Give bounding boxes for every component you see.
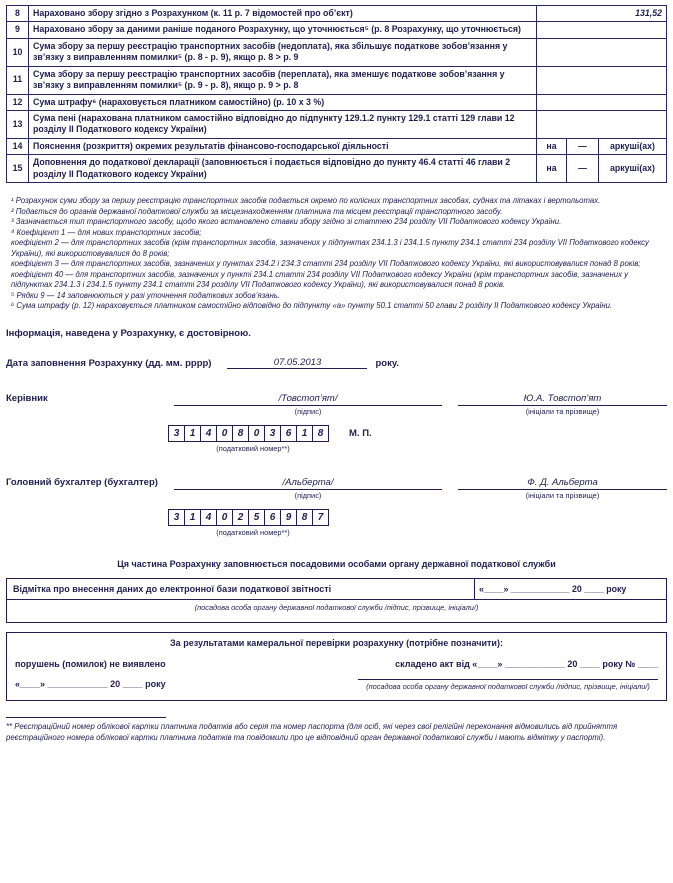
row-na-label: на	[537, 138, 567, 154]
tax-digit: 0	[216, 425, 233, 442]
table-row	[7, 138, 667, 154]
row-value	[537, 94, 667, 110]
data-entry-date-blank: «____» ____________ 20 ____ року	[479, 583, 627, 594]
audit-official-caption: (посадова особа органу державної податкової служби /підпис, прізвище, ініціали/)	[358, 679, 658, 692]
audit-date-blank: «____» ____________ 20 ____ року	[15, 678, 166, 689]
desk-audit-box	[6, 632, 667, 701]
footnote-4: ⁴ Коефіцієнт 1 — для нових транспортних засобів;	[11, 227, 202, 237]
accountant-signature-value: /Альберта/	[174, 477, 442, 490]
tax-digit: 8	[312, 425, 329, 442]
footnote-3: ³ Зазначається тип транспортного засобу, щодо якого встановлено ставки збору згідно зі статтею 234 розділу VII Податкового кодексу України.	[11, 217, 562, 227]
tax-digit: 4	[200, 425, 217, 442]
footnote-5: ⁵ Рядки 9 — 14 заповнюються у разі уточнення податкових зобов’язань.	[11, 290, 281, 300]
signature-caption: (підпис)	[294, 406, 322, 416]
tax-digit: 1	[184, 509, 201, 526]
accountant-tax-caption: (податковий номер**)	[216, 527, 290, 537]
director-tax-number	[168, 425, 667, 442]
accountant-name-value: Ф. Д. Альберта	[458, 477, 667, 490]
accountant-signature-block	[6, 471, 667, 500]
director-tax-digits	[168, 425, 329, 442]
fill-date-label: Дата заповнення Розрахунку (дд. мм. рррр)	[6, 357, 212, 369]
footnote-1: ¹ Розрахунок суми збору за першу реєстрацію транспортних засобів подається окремо по колісних транспортних засобах, суднах та літаках і вертольотах.	[11, 196, 601, 206]
tax-digit: 8	[296, 509, 313, 526]
tax-digit: 3	[264, 425, 281, 442]
footnote-4-coef3: коефіцієнт 3 — для транспортних засобів, зазначених у пунктах 234.2 і 234.3 статті 234 розділу VII Податкового кодексу України, які використовувалися понад 8 років;	[11, 259, 641, 269]
table-row	[7, 155, 667, 183]
row-value	[537, 38, 667, 66]
no-violations-label: порушень (помилок) не виявлено	[15, 658, 166, 669]
row-description: Доповнення до податкової декларації (заповнюється і подається відповідно до пункту 46.4 статті 46 глави 2 розділу II Податкового кодексу України)	[29, 155, 537, 183]
footnote-2: ² Подається до органів державної податкової служби за місцезнаходженням платника та місцем реєстрації транспортного засобу.	[11, 206, 503, 216]
accountant-tax-number	[168, 509, 667, 526]
tax-digit: 0	[216, 509, 233, 526]
tax-digit: 7	[312, 509, 329, 526]
desk-audit-title: За результатами камеральної перевірки розрахунку (потрібне позначити):	[170, 637, 503, 648]
official-section-header: Ця частина Розрахунку заповнюється посадовими особами органу державної податкової служби	[117, 558, 556, 569]
data-entry-box	[6, 578, 667, 623]
accountant-signature-cell	[174, 471, 442, 500]
data-entry-top-row	[7, 579, 666, 600]
passport-footnote: ** Реєстраційний номер облікової картки платника податків або серія та номер паспорта (для осіб, які через свої релігійні переконання відмовились від прийняття реєстраційного номера облікової картки платника податків та повідомили про це відповідний орган державної податкової служби і мають відмітку у паспорті).	[6, 721, 618, 742]
tax-digit: 5	[248, 509, 265, 526]
director-signature-cell	[174, 387, 442, 416]
row-number: 10	[7, 38, 29, 66]
table-row	[7, 94, 667, 110]
director-role-label: Керівник	[6, 392, 48, 404]
tax-digit: 4	[200, 509, 217, 526]
act-drawn-blank: складено акт від «____» ____________ 20 ____ року № ____	[395, 658, 658, 669]
seal-place-label: М. П.	[349, 427, 372, 439]
fill-date-suffix: року.	[375, 357, 399, 369]
row-description: Сума збору за першу реєстрацію транспортних засобів (недоплата), яка збільшує податкове зобов’язання у зв’язку з виправленням помилки⁵ (р. 8 - р. 9), якщо р. 8 > р. 9	[29, 38, 537, 66]
tax-digit: 9	[280, 509, 297, 526]
row-description: Сума штрафу⁶ (нараховується платником самостійно) (р. 10 х 3 %)	[29, 94, 537, 110]
row-number: 13	[7, 110, 29, 138]
table-row	[7, 6, 667, 22]
tax-digit: 0	[248, 425, 265, 442]
row-sheets-label: аркуші(ах)	[599, 155, 667, 183]
tax-digit: 8	[232, 425, 249, 442]
director-tax-caption: (податковий номер**)	[216, 443, 290, 453]
fill-date-value: 07.05.2013	[227, 357, 367, 369]
director-signature-block	[6, 387, 667, 416]
table-row	[7, 66, 667, 94]
row-description: Пояснення (розкриття) окремих результатів фінансово-господарської діяльності	[29, 138, 537, 154]
name-caption: (ініціали та прізвище)	[525, 490, 600, 500]
tax-digit: 3	[168, 425, 185, 442]
row-sheets-count: —	[567, 155, 599, 183]
row-number: 14	[7, 138, 29, 154]
data-entry-label: Відмітка про внесення даних до електронної бази податкової звітності	[7, 579, 475, 599]
row-number: 9	[7, 22, 29, 38]
table-row	[7, 38, 667, 66]
truth-statement: Інформація, наведена у Розрахунку, є достовірною.	[6, 327, 251, 339]
signature-caption: (підпис)	[294, 490, 322, 500]
data-entry-caption: (посадова особа органу державної податкової служби /підпис, прізвище, ініціали/)	[194, 602, 479, 612]
row-sheets-label: аркуші(ах)	[599, 138, 667, 154]
tax-digit: 1	[184, 425, 201, 442]
footnote-6: ⁶ Сума штрафу (р. 12) нараховується платником самостійно відповідно до підпункту «а» пункту 50.1 статті 50 глави 2 розділу II Податкового кодексу України.	[11, 301, 613, 311]
row-description: Сума збору за першу реєстрацію транспортних засобів (переплата), яка зменшує податкове зобов’язання у зв’язку з виправленням помилки⁵ (р. 9 - р. 8), якщо р. 9 > р. 8	[29, 66, 537, 94]
row-description: Нараховано збору згідно з Розрахунком (к. 11 р. 7 відомостей про об’єкт)	[29, 6, 537, 22]
tax-digit: 6	[264, 509, 281, 526]
director-name-cell	[458, 387, 667, 416]
footnotes	[6, 196, 667, 312]
row-value	[537, 66, 667, 94]
tax-digit: 3	[168, 509, 185, 526]
desk-audit-date-row	[15, 679, 658, 692]
row-number: 8	[7, 6, 29, 22]
name-caption: (ініціали та прізвище)	[525, 406, 600, 416]
footnote-separator	[6, 717, 166, 718]
accountant-tax-digits	[168, 509, 329, 526]
row-value: 131,52	[537, 6, 667, 22]
accountant-name-cell	[458, 471, 667, 500]
row-number: 12	[7, 94, 29, 110]
table-row	[7, 22, 667, 38]
calculation-table	[6, 5, 667, 183]
director-name-value: Ю.А. Товстоп’ят	[458, 393, 667, 406]
tax-digit: 6	[280, 425, 297, 442]
row-number: 11	[7, 66, 29, 94]
footnote-4-coef40: коефіцієнт 40 — для транспортних засобів, зазначених у пункті 234.1 статті 234 розділу VII Податкового кодексу України (крім транспортних засобів, зазначених у підпунктах 234.1.3 і 234.1.5 пункту 234.1 статті 234 розділу VII Податкового кодексу України), які використовувалися понад 8 років.	[11, 269, 629, 290]
director-signature-value: /Товстоп’ят/	[174, 393, 442, 406]
fill-date-line	[6, 357, 667, 369]
row-na-label: на	[537, 155, 567, 183]
footnote-4-coef2: коефіцієнт 2 — для транспортних засобів (крім транспортних засобів, зазначених у підпунктах 234.1.3 і 234.1.5 пункту 234.1 статті 234 розділу VII Податкового кодексу України), які використовувалися до 8 років;	[11, 238, 649, 258]
table-row	[7, 110, 667, 138]
tax-digit: 2	[232, 509, 249, 526]
desk-audit-result-row	[15, 659, 658, 669]
row-description: Сума пені (нарахована платником самостійно відповідно до підпункту 129.1.2 пункту 129.1 статті 129 глави 12 розділу II Податкового кодексу України)	[29, 110, 537, 138]
row-value	[537, 110, 667, 138]
row-description: Нараховано збору за даними раніше поданого Розрахунку, що уточнюється⁵ (р. 8 Розрахунку, що уточнюється)	[29, 22, 537, 38]
accountant-role-label: Головний бухгалтер (бухгалтер)	[6, 476, 158, 488]
row-sheets-count: —	[567, 138, 599, 154]
tax-digit: 1	[296, 425, 313, 442]
row-number: 15	[7, 155, 29, 183]
row-value	[537, 22, 667, 38]
